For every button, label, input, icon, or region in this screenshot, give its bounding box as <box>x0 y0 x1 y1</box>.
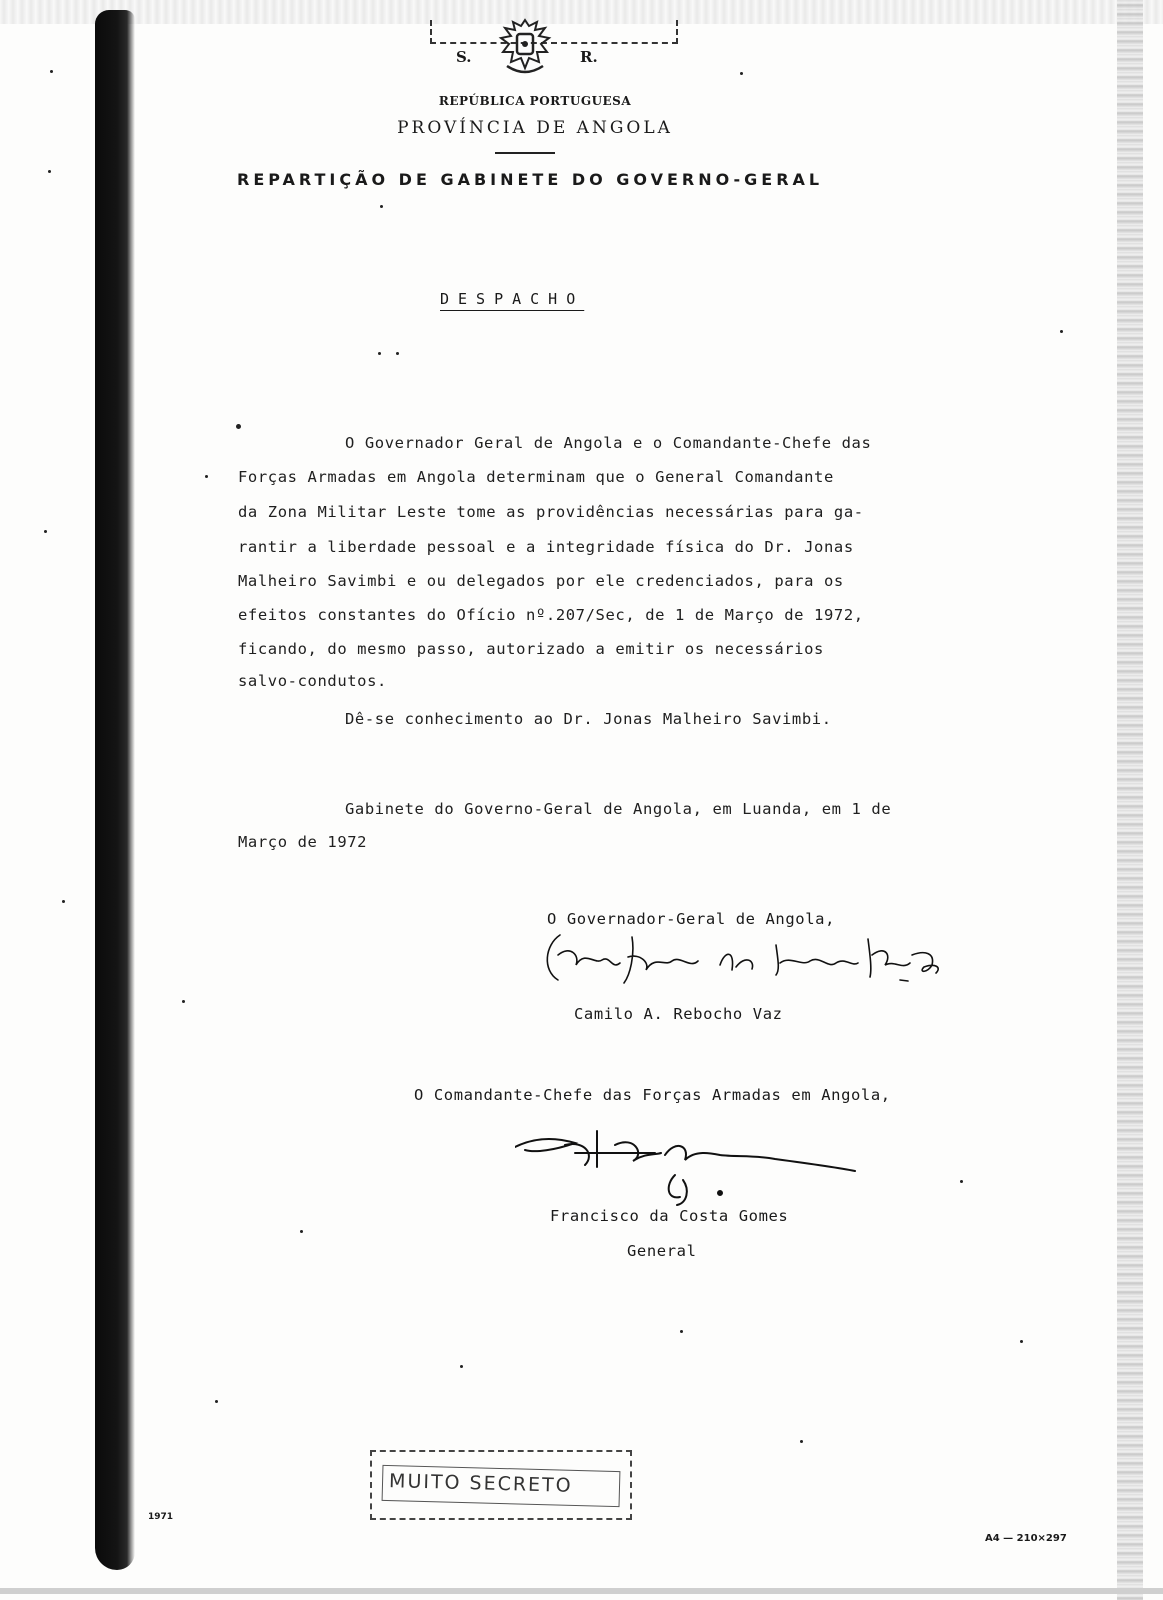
scan-speck <box>800 1440 803 1443</box>
scan-speck <box>44 530 47 533</box>
province-heading: PROVÍNCIA DE ANGOLA <box>397 118 673 138</box>
scan-speck <box>182 1000 185 1003</box>
scan-speck <box>1020 1340 1023 1343</box>
governor-name: Camilo A. Rebocho Vaz <box>574 1005 783 1023</box>
page-bottom-edge <box>0 1588 1163 1594</box>
republic-heading: REPÚBLICA PORTUGUESA <box>438 94 632 108</box>
paragraph-line: salvo-condutos. <box>238 672 387 690</box>
place-date-line: Março de 1972 <box>238 833 368 851</box>
paragraph-line: Malheiro Savimbi e ou delegados por ele credenciados, para os <box>238 572 844 590</box>
scan-speck <box>380 205 383 208</box>
margin-mark: 1971 <box>148 1512 174 1522</box>
stamp-text: MUITO SECRETO <box>382 1465 621 1507</box>
scan-speck <box>960 1180 963 1183</box>
binding-shadow <box>95 10 135 1570</box>
paper-format-mark: A4 — 210×297 <box>985 1533 1067 1544</box>
coat-of-arms-seal <box>430 16 675 86</box>
scan-speck <box>740 72 743 75</box>
paragraph-line: efeitos constantes do Ofício nº.207/Sec, de 1 de Março de 1972, <box>238 606 864 624</box>
department-heading: REPARTIÇÃO DE GABINETE DO GOVERNO-GERAL <box>237 170 824 189</box>
scan-speck <box>1060 330 1063 333</box>
scan-speck <box>48 170 51 173</box>
scan-speck <box>300 1230 303 1233</box>
paragraph-line: ficando, do mesmo passo, autorizado a emitir os necessários <box>238 640 824 658</box>
notice-line: Dê-se conhecimento ao Dr. Jonas Malheiro Savimbi. <box>345 710 832 728</box>
governor-title: O Governador-Geral de Angola, <box>547 910 836 928</box>
place-date-line: Gabinete do Governo-Geral de Angola, em Luanda, em 1 de <box>345 800 892 818</box>
commander-name: Francisco da Costa Gomes <box>550 1207 789 1225</box>
page-right-edge <box>1117 0 1143 1600</box>
paragraph-line: O Governador Geral de Angola e o Comandante-Chefe das <box>345 434 872 452</box>
commander-signature <box>515 1125 875 1215</box>
scan-speck <box>396 352 399 355</box>
scan-speck <box>205 475 208 478</box>
seal-letter-r: R. <box>580 48 598 66</box>
document-title: DESPACHO <box>440 290 585 308</box>
commander-title: O Comandante-Chefe das Forças Armadas em Angola, <box>414 1086 891 1104</box>
scan-speck <box>62 900 65 903</box>
coat-of-arms-icon <box>485 16 565 78</box>
paragraph-line: da Zona Militar Leste tome as providências necessárias para ga- <box>238 503 864 521</box>
governor-signature <box>540 925 960 995</box>
scan-speck <box>460 1365 463 1368</box>
commander-rank: General <box>627 1242 697 1260</box>
scan-speck <box>680 1330 683 1333</box>
paragraph-line: Forças Armadas em Angola determinam que o General Comandante <box>238 468 834 486</box>
header-divider <box>495 152 555 154</box>
scan-speck <box>236 424 241 429</box>
scan-speck <box>378 352 381 355</box>
scan-speck <box>50 70 53 73</box>
paragraph-line: rantir a liberdade pessoal e a integridade física do Dr. Jonas <box>238 538 854 556</box>
classification-stamp <box>370 1450 632 1520</box>
scan-speck <box>215 1400 218 1403</box>
seal-letter-s: S. <box>456 48 472 66</box>
